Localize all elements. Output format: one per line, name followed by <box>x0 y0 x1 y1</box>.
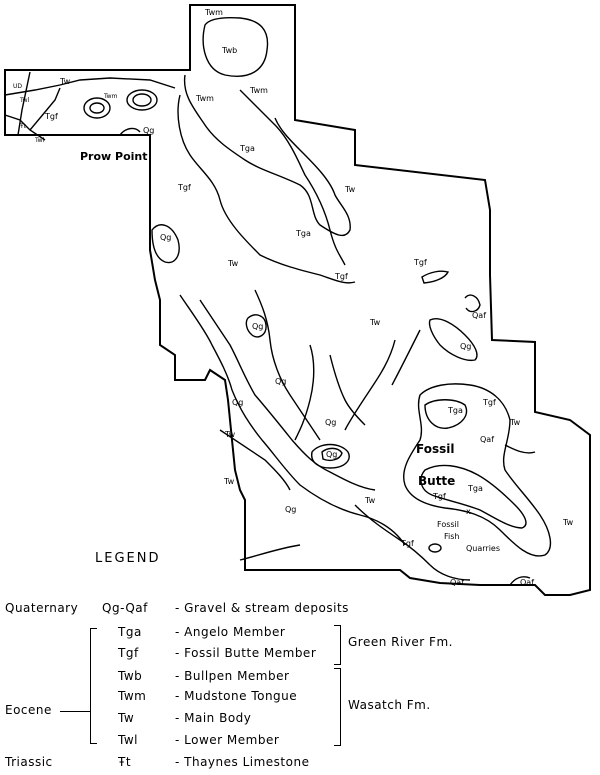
qaf-label-s2: Qaf <box>520 578 535 587</box>
qg-label-center: Qg <box>252 322 264 331</box>
qg-drainage-10 <box>240 545 300 560</box>
legend-code-qg: Qg-Qaf <box>102 601 148 615</box>
legend-era-eocene: Eocene <box>5 703 52 717</box>
qg-label-center2: Qg <box>275 377 287 386</box>
legend-desc-twl: - Lower Member <box>175 733 280 747</box>
legend-code-twm: Twm <box>118 689 147 703</box>
prow-point-label <box>80 150 148 163</box>
twm-label-left: Twm <box>196 94 214 103</box>
legend-code-tgf: Tgf <box>118 646 139 660</box>
qg-label-w: Qg <box>160 233 172 242</box>
legend-code-twl: Twl <box>118 733 138 747</box>
tgs-oval-2 <box>133 94 151 106</box>
qg-drainage-6 <box>345 340 395 430</box>
qaf-label-fb: Qaf <box>480 435 495 444</box>
legend-desc-twb: - Bullpen Member <box>175 669 290 683</box>
qaf-label-s: Qaf <box>450 578 465 587</box>
eocene-brace <box>90 628 97 744</box>
legend-desc-tgf: - Fossil Butte Member <box>175 646 317 660</box>
twl-label-nw2: Twl <box>35 137 45 144</box>
qg-drainage-5 <box>330 355 365 425</box>
legend-code-twb: Twb <box>118 669 143 683</box>
trt-label-nw: Ŧt <box>20 123 27 130</box>
tw-label-fb: Tw <box>510 418 521 427</box>
tw-label-se: Tw <box>563 518 574 527</box>
twl-label-nw: Twl <box>20 97 30 104</box>
monument-boundary <box>5 5 590 595</box>
legend-desc-trt: - Thaynes Limestone <box>175 755 310 769</box>
wasatch-brace <box>334 668 341 746</box>
tw-label-s: Tw <box>365 496 376 505</box>
tga-label-fb2: Tga <box>468 484 483 493</box>
qg-label-e: Qg <box>460 342 472 351</box>
tgs-oval-1 <box>90 103 104 113</box>
tgf-label-fb: Tgf <box>483 398 496 407</box>
tgf-label-2: Tgf <box>335 272 348 281</box>
qg-label-w2: Qg <box>232 398 244 407</box>
butte-label: Butte <box>418 474 456 488</box>
tgf-valley-e <box>240 90 345 265</box>
tgf-label-s: Tgf <box>401 539 414 548</box>
tw-label-center: Tw <box>370 318 381 327</box>
twm-oval-1 <box>84 98 110 118</box>
tga-label-2: Tga <box>296 229 311 238</box>
twm-oval-2 <box>127 90 157 110</box>
tgf-label-lens: Tgf <box>414 258 427 267</box>
qaf-east <box>465 295 480 311</box>
qg-label-prow: Qg <box>143 126 155 135</box>
qaf-stream-se <box>505 445 535 453</box>
qaf-label-e: Qaf <box>472 311 487 320</box>
tw-label-nw: Tw <box>60 77 71 86</box>
legend-desc-tga: - Angelo Member <box>175 625 286 639</box>
legend-fm-wasatch: Wasatch Fm. <box>348 698 431 712</box>
quarries-label-1: Fossil <box>437 520 459 529</box>
qg-east <box>429 319 476 361</box>
legend-fm-green-river: Green River Fm. <box>348 635 453 649</box>
quarry-x-mark: x <box>466 507 471 516</box>
eocene-connector <box>60 711 90 712</box>
tw-label-w3: Tw <box>224 477 235 486</box>
fault-line-2 <box>30 88 60 130</box>
legend-desc-qg: - Gravel & stream deposits <box>175 601 349 615</box>
twb-label: Twb <box>222 46 238 55</box>
tgf-boundary-nw <box>5 78 175 95</box>
tga-label-1: Tga <box>240 144 255 153</box>
twm-label-nw: Twm <box>104 93 118 100</box>
tw-label-w2: Tw <box>225 430 236 439</box>
legend-desc-tw: - Main Body <box>175 711 252 725</box>
qg-blob-nw <box>152 225 179 263</box>
quarries-label-3: Quarries <box>466 544 501 553</box>
tga-label-fb: Tga <box>448 406 463 415</box>
legend-code-tw: Tw <box>118 711 135 725</box>
ud-label: UD <box>13 83 23 90</box>
qg-drainage-9 <box>355 505 430 565</box>
tgf-label-nw: Tgf <box>45 112 58 121</box>
twm-label-top2: Twm <box>250 86 268 95</box>
qg-label-blob: Qg <box>326 450 338 459</box>
legend-era-quaternary: Quaternary <box>5 601 79 615</box>
tgf-lens <box>422 271 448 283</box>
legend-desc-twm: - Mudstone Tongue <box>175 689 298 703</box>
tw-label-w: Tw <box>228 259 239 268</box>
twm-label-top: Twm <box>205 8 223 17</box>
qg-label-s: Qg <box>285 505 297 514</box>
tgf-blob-south <box>429 544 441 552</box>
legend-code-trt: Ŧt <box>118 755 132 769</box>
tgf-label-1: Tgf <box>178 183 191 192</box>
fossil-label: Fossil <box>416 442 455 456</box>
green-river-brace <box>334 625 341 665</box>
legend-title: LEGEND <box>95 551 161 566</box>
legend-era-triassic: Triassic <box>5 755 53 769</box>
prow-point-text: Prow Point <box>80 150 148 163</box>
qg-drainage-7 <box>392 330 420 385</box>
qg-label-center3: Qg <box>325 418 337 427</box>
legend-code-tga: Tga <box>118 625 142 639</box>
quarries-label-2: Fish <box>444 532 460 541</box>
qg-drainage-3 <box>255 290 320 440</box>
tw-label-ne: Tw <box>345 185 356 194</box>
tgf-label-fb2: Tgf <box>433 492 446 501</box>
